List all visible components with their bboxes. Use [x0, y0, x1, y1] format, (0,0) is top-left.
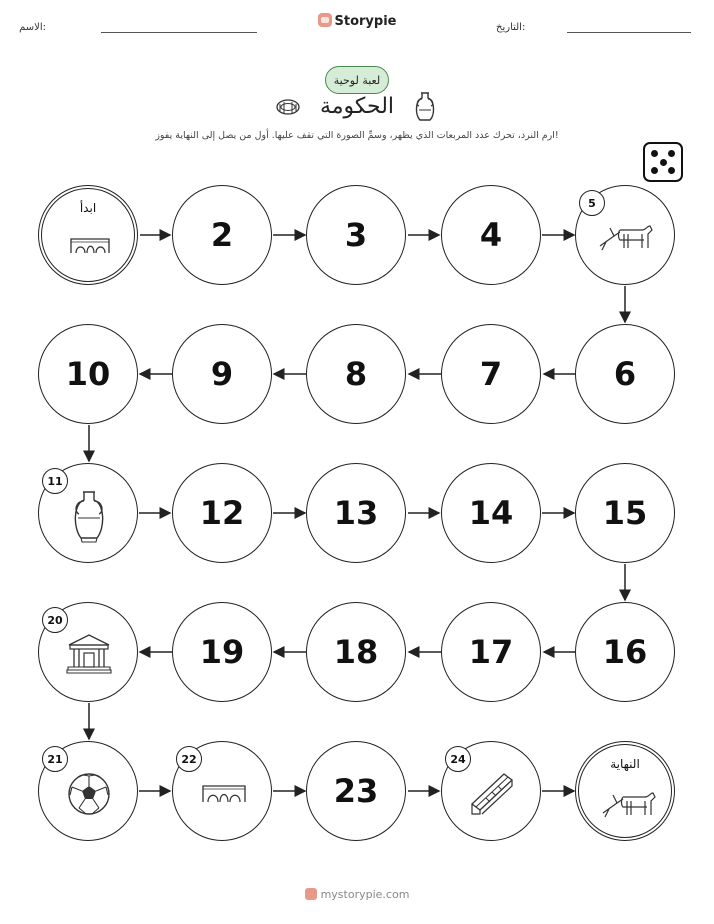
- square-16[interactable]: [575, 602, 675, 702]
- square-15[interactable]: [575, 463, 675, 563]
- square-number: 7: [479, 355, 503, 393]
- temple-icon: [66, 633, 112, 675]
- footer-url[interactable]: mystorypie.com: [320, 888, 410, 901]
- square-9[interactable]: [172, 324, 272, 424]
- square-23[interactable]: [306, 741, 406, 841]
- square-number: 14: [468, 494, 514, 532]
- square-6[interactable]: [575, 324, 675, 424]
- square-24[interactable]: [441, 741, 541, 841]
- board-game-badge: لعبة لوحية: [325, 66, 389, 94]
- square-3[interactable]: [306, 185, 406, 285]
- storypie-logo-icon: [305, 888, 317, 900]
- square-number: 23: [333, 772, 379, 810]
- start-square[interactable]: [38, 185, 138, 285]
- square-18[interactable]: [306, 602, 406, 702]
- bridge-icon: [69, 233, 111, 255]
- ox-plow-icon: [598, 218, 654, 254]
- square-badge: 11: [42, 468, 68, 494]
- square-number: 16: [602, 633, 648, 671]
- square-19[interactable]: [172, 602, 272, 702]
- amphora-icon: [69, 488, 109, 544]
- brand-name: Storypie: [334, 14, 397, 29]
- date-label: التاريخ:: [496, 22, 526, 33]
- square-number: 19: [199, 633, 245, 671]
- square-number: 17: [468, 633, 514, 671]
- square-number: 10: [65, 355, 111, 393]
- square-13[interactable]: [306, 463, 406, 563]
- aqueduct-icon: [468, 770, 518, 816]
- bridge-icon: [201, 780, 247, 804]
- square-badge: 21: [42, 746, 68, 772]
- square-22[interactable]: [172, 741, 272, 841]
- start-label: ابدأ: [79, 201, 97, 215]
- square-7[interactable]: [441, 324, 541, 424]
- square-number: 15: [602, 494, 648, 532]
- footer: [0, 888, 714, 901]
- square-number: 3: [344, 216, 368, 254]
- end-label: النهاية: [610, 757, 640, 771]
- ball-icon: [67, 772, 111, 816]
- square-4[interactable]: [441, 185, 541, 285]
- ox-plow-icon: [601, 785, 657, 821]
- name-label: الاسم:: [19, 22, 46, 33]
- square-number: 6: [613, 355, 637, 393]
- square-number: 13: [333, 494, 379, 532]
- square-number: 8: [344, 355, 368, 393]
- square-20[interactable]: [38, 602, 138, 702]
- square-17[interactable]: [441, 602, 541, 702]
- square-badge: 24: [445, 746, 471, 772]
- square-8[interactable]: [306, 324, 406, 424]
- square-number: 4: [479, 216, 503, 254]
- square-badge: 22: [176, 746, 202, 772]
- square-number: 9: [210, 355, 234, 393]
- page-title: الحكومة: [319, 94, 395, 119]
- square-14[interactable]: [441, 463, 541, 563]
- end-square[interactable]: [575, 741, 675, 841]
- square-21[interactable]: [38, 741, 138, 841]
- square-10[interactable]: [38, 324, 138, 424]
- square-12[interactable]: [172, 463, 272, 563]
- instructions: ارم النرد، تحرك عدد المربعات الذي يظهر، وسمِّ الصورة التي تقف عليها. أول من يصل إلى النهاية يفوز!: [155, 130, 559, 141]
- square-number: 2: [210, 216, 234, 254]
- square-5[interactable]: [575, 185, 675, 285]
- square-11[interactable]: [38, 463, 138, 563]
- square-badge: 5: [579, 190, 605, 216]
- square-number: 18: [333, 633, 379, 671]
- square-2[interactable]: [172, 185, 272, 285]
- square-number: 12: [199, 494, 245, 532]
- square-badge: 20: [42, 607, 68, 633]
